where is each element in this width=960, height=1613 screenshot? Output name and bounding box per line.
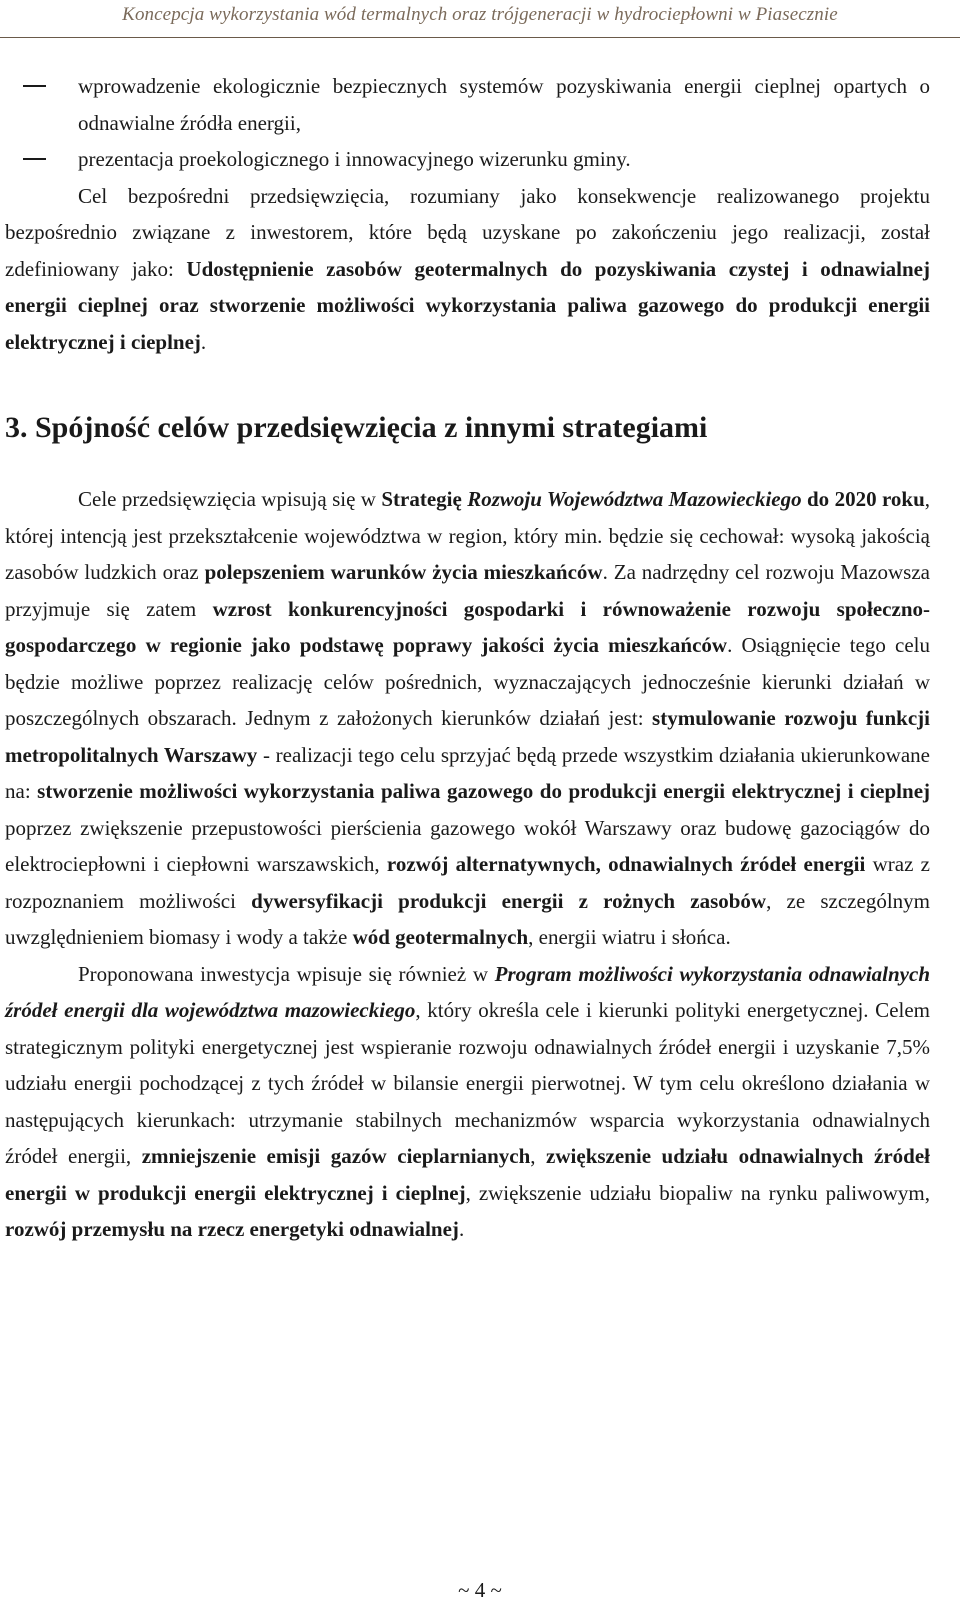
document-body [5, 68, 930, 1248]
dash-bullet-icon [23, 85, 46, 87]
paragraph-strategy: Cele przedsięwzięcia wpisują się w Strategię Rozwoju Województwa Mazowieckiego do 2020 roku, której intencją jest przekształcenie województwa w region, który min. będzie się cechował: wysoką jakością zasobów ludzkich oraz polepszeniem warunków życia mieszkańców. Za nadrzędny cel rozwoju Mazowsza przyjmuje się zatem wzrost konkurencyjności gospodarki i równoważenie rozwoju społeczno-gospodarczego w regionie jako podstawę poprawy jakości życia mieszkańców. Osiągnięcie tego celu będzie możliwe poprzez realizację celów pośrednich, wyznaczających jednocześnie kierunki działań w poszczególnych obszarach. Jednym z założonych kierunków działań jest: stymulowanie rozwoju funkcji metropolitalnych Warszawy - realizacji tego celu sprzyjać będą przede wszystkim działania ukierunkowane na: stworzenie możliwości wykorzystania paliwa gazowego do produkcji energii elektrycznej i cieplnej poprzez zwiększenie przepustowości pierścienia gazowego wokół Warszawy oraz budowę gazociągów do elektrociepłowni i ciepłowni warszawskich, rozwój alternatywnych, odnawialnych źródeł energii wraz z rozpoznaniem możliwości dywersyfikacji produkcji energii z rożnych zasobów, ze szczególnym uwzględnieniem biomasy i wody a także wód geotermalnych, energii wiatru i słońca. [5, 487, 931, 949]
list-item: wprowadzenie ekologicznie bezpiecznych systemów pozyskiwania energii cieplnej opartych o odnawialne źródła energii, [5, 68, 930, 141]
section-heading: 3. Spójność celów przedsięwzięcia z innymi strategiami [5, 411, 708, 444]
paragraph-direct-goal: Cel bezpośredni przedsięwzięcia, rozumiany jako konsekwencje realizowanego projektu bezpośrednio związane z inwestorem, które będą uzyskane po zakończeniu jego realizacji, został zdefiniowany jako: Udostępnienie zasobów geotermalnych do pozyskiwania czystej i odnawialnej energii cieplnej oraz stworzenie możliwości wykorzystania paliwa gazowego do produkcji energii elektrycznej i cieplnej. [5, 183, 930, 354]
dash-bullet-icon [23, 158, 46, 160]
page-number: ~ 4 ~ [458, 1578, 502, 1602]
header-title: Koncepcja wykorzystania wód termalnych oraz trójgeneracji w hydrociepłowni w Piasecznie [122, 4, 838, 25]
page-header [0, 0, 960, 38]
paragraph-program: Proponowana inwestycja wpisuje się również w Program możliwości wykorzystania odnawialnych źródeł energii dla województwa mazowieckiego, który określa cele i kierunki polityki energetycznej. Celem strategicznym polityki energetycznej jest wspieranie rozwoju odnawialnych źródeł energii i uzyskanie 7,5% udziału energii pochodzącej z tych źródeł w bilansie energii pierwotnej. W tym celu określono działania w następujących kierunkach: utrzymanie stabilnych mechanizmów wsparcia wykorzystania odnawialnych źródeł energii, zmniejszenie emisji gazów cieplarnianych, zwiększenie udziału odnawialnych źródeł energii w produkcji energii elektrycznej i cieplnej, zwiększenie udziału biopaliw na rynku paliwowym, rozwój przemysłu na rzecz energetyki odnawialnej. [5, 961, 930, 1241]
list-item: prezentacja proekologicznego i innowacyjnego wizerunku gminy. [5, 141, 930, 178]
bullet-list [5, 68, 930, 178]
